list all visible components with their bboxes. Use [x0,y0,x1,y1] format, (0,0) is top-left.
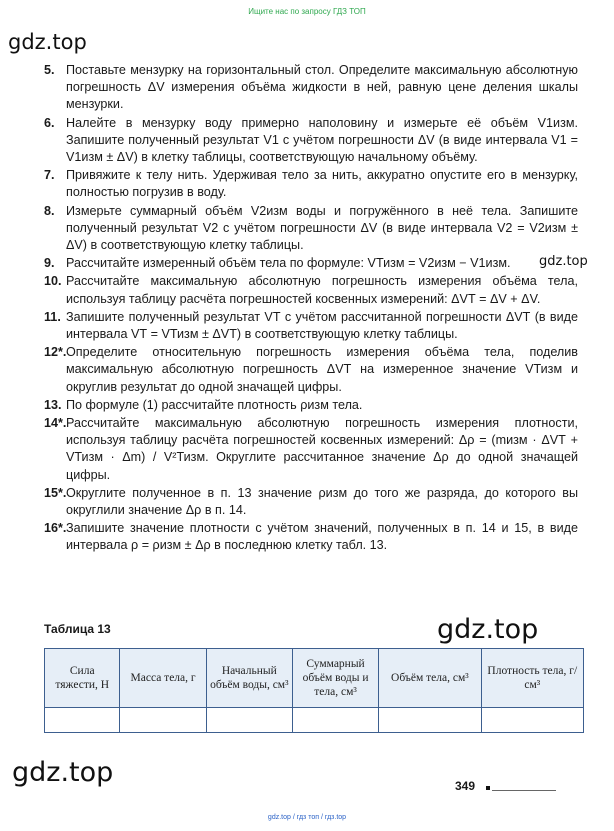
list-item [44,115,578,167]
footer-links[interactable]: gdz.top / гдз топ / гдз.top [267,814,347,821]
item-text: Определите относительную погрешность измерения объёма тела, поделив максимальную абсолютную погрешность ΔVТ на измеренное значение VТизм и округлив результат до одной значащей цифры. [66,345,578,394]
watermark: gdz.top [437,614,539,645]
watermark: gdz.top [539,254,588,269]
item-number: 14*. [44,416,67,431]
item-text: Поставьте мензурку на горизонтальный стол. Определите максимальную абсолютную погрешность ΔV измерения объёма жидкости в ней, равную цене деления шкалы мензурки. [66,63,578,112]
table-cell[interactable] [45,708,120,733]
item-text: Привяжите к телу нить. Удерживая тело за нить, аккуратно опустите его в мензурку, полностью погрузив в воду. [66,168,578,200]
list-item [44,167,578,201]
table-cell[interactable] [206,708,292,733]
watermark: gdz.top [12,757,114,788]
item-text: Измерьте суммарный объём V2изм воды и погружённого в неё тела. Запишите полученный результат V2 с учётом погрешности ΔV (в виде интервала V2 = V2изм ± ΔV) в соответствующую клетку таблицы. [66,203,578,253]
list-item [44,255,578,272]
item-text: Округлите полученное в п. 13 значение ρизм до того же разряда, до которого вы округлили значение Δρ в п. 14. [66,485,578,518]
watermark: gdz.top [8,30,87,54]
list-item [44,344,578,396]
table-title: Таблица 13 [44,622,111,636]
item-number: 5. [44,63,55,77]
item-number: 10. [44,274,62,289]
column-header: Начальный объём воды, см³ [206,649,292,708]
item-number: 6. [44,115,55,130]
item-text: Запишите значение плотности с учётом значений, полученных в п. 14 и 15, в виде интервала ρ = ρизм ± Δρ в последнюю клетку табл. 13. [66,521,578,553]
list-item [44,520,578,554]
item-number: 13. [44,397,62,412]
page-marker [486,786,490,790]
list-item [44,309,578,343]
item-text: Рассчитайте максимальную абсолютную погрешность измерения плотности, используя таблицу расчёта погрешностей косвенных измерений: Δρ = (mизм · ΔVТ + VТизм · Δm) / V²Тизм. Округлите рассчитанное значение Δρ до одной значащей цифры. [66,416,578,482]
item-number: 8. [44,203,55,218]
page-number: 349 [455,779,476,793]
column-header: Плотность тела, г/см³ [481,649,583,708]
item-text: Рассчитайте измеренный объём тела по формуле: VТизм = V2изм − V1изм. [66,256,511,271]
item-text: Рассчитайте максимальную абсолютную погрешность измерения объёма тела, используя таблицу расчёта погрешностей косвенных измерений: ΔVТ = ΔV + ΔV. [66,274,578,306]
page-rule [492,790,556,791]
table-header-row [45,649,584,708]
list-item [44,203,578,255]
table-cell[interactable] [292,708,378,733]
item-text: По формуле (1) рассчитайте плотность ρизм тела. [66,397,363,412]
item-text: Налейте в мензурку воду примерно наполовину и измерьте её объём V1изм. Запишите полученный результат V1 с учётом погрешности ΔV (в виде интервала V1 = V1изм ± ΔV) в клетку таблицы, соответствующую начальному объёму. [66,115,578,165]
table-row [45,708,584,733]
item-number: 7. [44,168,55,183]
item-number: 11. [44,309,61,324]
list-item [44,62,578,114]
list-item [44,415,578,484]
item-number: 15*. [44,485,67,500]
item-text: Запишите полученный результат VТ с учётом рассчитанной погрешности ΔVТ (в виде интервала VТ = VТизм ± ΔVТ) в соответствующую клетку таблицы. [66,309,578,342]
item-number: 16*. [44,521,67,536]
data-table [44,648,584,733]
table-cell[interactable] [120,708,206,733]
column-header: Масса тела, г [120,649,206,708]
item-number: 9. [44,256,55,271]
list-item [44,485,578,519]
instruction-list [44,62,578,555]
item-number: 12*. [44,345,67,360]
column-header: Сила тяжести, Н [45,649,120,708]
list-item [44,397,578,414]
column-header: Объём тела, см³ [379,649,481,708]
list-item [44,273,578,307]
top-banner[interactable]: Ищите нас по запросу ГДЗ ТОП [248,7,366,16]
column-header: Суммарный объём воды и тела, см³ [292,649,378,708]
table-cell[interactable] [379,708,481,733]
table-cell[interactable] [481,708,583,733]
